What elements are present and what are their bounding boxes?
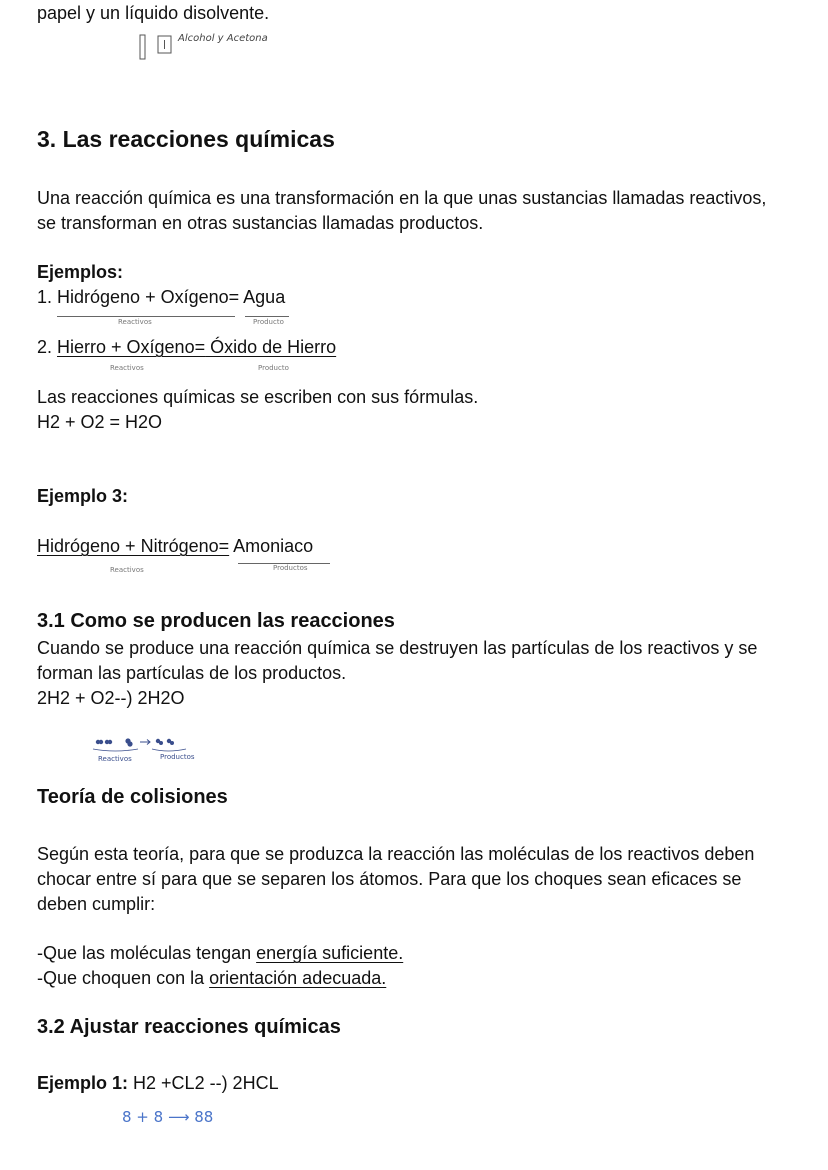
section-3-2-sketch: 8 + 8 ⟶ 88 <box>122 1108 214 1126</box>
example-1-product: Agua <box>239 287 286 307</box>
section-3-2-example-1 <box>37 1071 279 1096</box>
example-1-note-product: Producto <box>253 318 284 326</box>
example-3-reactants: Hidrógeno + Nitrógeno= <box>37 536 230 556</box>
section-3-2-title: 3.2 Ajustar reacciones químicas <box>37 1016 341 1038</box>
colisiones-line-3: deben cumplir: <box>37 894 156 914</box>
condition-orientation <box>37 966 386 991</box>
section-3-1-line-2: forman las partículas de los productos. <box>37 663 347 683</box>
section-3-1-line-1: Cuando se produce una reacción química se destruyen las partículas de los reactivos y se <box>37 638 758 658</box>
example-1-reactants: Hidrógeno + Oxígeno= <box>57 287 240 307</box>
example-1-note-reactants: Reactivos <box>118 318 152 326</box>
colisiones-line-2: chocar entre sí para que se separen los átomos. Para que los choques sean eficaces se <box>37 869 742 889</box>
condition-orientation-prefix: -Que choquen con la <box>37 968 210 988</box>
condition-energy-prefix: -Que las moléculas tengan <box>37 943 257 963</box>
condition-energy <box>37 941 403 966</box>
example-3 <box>37 534 313 559</box>
example-3-product: Amoniaco <box>229 536 314 556</box>
condition-orientation-key: orientación adecuada. <box>209 968 387 988</box>
example-3-note-product: Productos <box>273 564 308 572</box>
section-3-1-title: 3.1 Como se producen las reacciones <box>37 610 395 632</box>
example-2-product: Óxido de Hierro <box>205 337 337 357</box>
section-3-1-formula: 2H2 + O2--) 2H2O <box>37 688 185 708</box>
example-2-number: 2. <box>37 337 58 357</box>
example-3-note-reactants: Reactivos <box>110 566 144 574</box>
definition-line-1: Una reacción química es una transformación en la que unas sustancias llamadas reactivos, <box>37 188 767 208</box>
example-1 <box>37 285 285 310</box>
example-2-reactants: Hierro + Oxígeno= <box>57 337 206 357</box>
condition-energy-key: energía suficiente. <box>256 943 404 963</box>
examples-label: Ejemplos: <box>37 262 124 282</box>
section-3-2-example-1-label: Ejemplo 1: <box>37 1073 129 1093</box>
section-3-title: 3. Las reacciones químicas <box>37 126 335 152</box>
example-2 <box>37 335 336 360</box>
sketch-label-reactivos: Reactivos <box>98 755 132 763</box>
example-2-note-reactants: Reactivos <box>110 364 144 372</box>
example-1-reactants-rule <box>57 316 235 317</box>
example-1-product-rule <box>245 316 289 317</box>
sketch-note: Alcohol y Acetona <box>178 33 268 44</box>
example-1-number: 1. <box>37 287 58 307</box>
example-3-label: Ejemplo 3: <box>37 486 129 506</box>
colisiones-title: Teoría de colisiones <box>37 786 228 808</box>
intro-tail-text: papel y un líquido disolvente. <box>37 3 270 23</box>
section-3-2-example-1-formula: H2 +CL2 --) 2HCL <box>128 1073 279 1093</box>
formula-water: H2 + O2 = H2O <box>37 412 163 432</box>
sketch-label-productos: Productos <box>160 753 195 761</box>
example-2-note-product: Producto <box>258 364 289 372</box>
definition-line-2: se transforman en otras sustancias llamadas productos. <box>37 213 484 233</box>
formulas-text: Las reacciones químicas se escriben con sus fórmulas. <box>37 387 479 407</box>
colisiones-line-1: Según esta teoría, para que se produzca la reacción las moléculas de los reactivos deben <box>37 844 755 864</box>
